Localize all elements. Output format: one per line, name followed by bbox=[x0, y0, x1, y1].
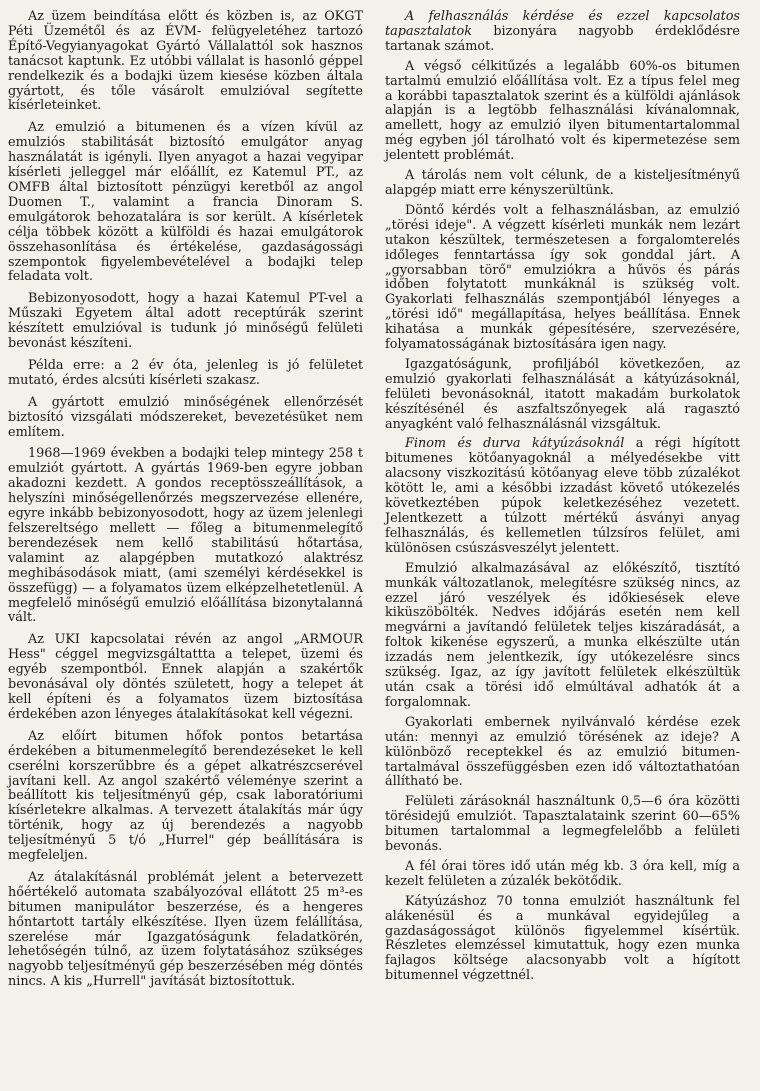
paragraph: Példa erre: a 2 év óta, jelenleg is jó felületet mutató, érdes alcsúti kísérleti szakasz. bbox=[8, 357, 363, 388]
paragraph bbox=[385, 10, 740, 55]
paragraph-text: A tárolás nem volt célunk, de a kisteljesítményű alapgép miatt erre kényszerültünk. bbox=[385, 168, 740, 198]
paragraph-text: Emulzió alkalmazásával az előkészítő, tisztító munkák változatlanok, melegítésre szükség nincs, az ezzel járó veszélyek és időkiesések eleve kiküszöbölték. Nedves időjárás esetén nem kell megvárni a javítandó felületek teljes kiszáradását, a foltok kikenése egyszerű, a munka elkészülte után izzadás nem jelentkezik, így utókezelésre sincs szükség. Igaz, az így javított felületek elkészültük után csak a törési idő elmúltával adhatók át a forgalomnak. bbox=[385, 560, 740, 710]
italic-lead: A felhasználás kérdése és ezzel kapcsolatos tapasztalatok bbox=[385, 9, 740, 39]
paragraph-text: Felületi zárásoknál használtunk 0,5—6 óra közötti törésidejű emulziót. Tapasztalataink szerint 60—65% bitumen tartalommal a legmegfelelőbb a felületi bevonás. bbox=[385, 794, 740, 855]
paragraph bbox=[385, 204, 740, 353]
paragraph bbox=[385, 358, 740, 433]
italic-lead: Finom és durva kátyúzásoknál bbox=[405, 436, 625, 452]
paragraph bbox=[385, 169, 740, 199]
paragraph: Az üzem beindítása előtt és közben is, az OKGT Péti Üzemétől és az ÉVM- felügyeletéhez tartozó Építő-Vegyianyagokat Gyártó Vállalattól sok hasznos tanácsot kaptunk. Ez utóbbi vállalat is hasonló géppel rendelkezik és a bodajki üzem kiesése közben általa gyártott, és tőle vásárolt emulzióval segítette kísérleteinket. bbox=[8, 9, 363, 114]
paragraph-text: Kátyúzáshoz 70 tonna emulziót használtunk fel alákenésül és a munkával egyidejűleg a gazdaságosságot különös figyelemmel kísértük. Részletes elemzéssel kimutattuk, hogy ezen munka fajlagos költsége alacsonyabb volt a hígított bitumennel végzettnél. bbox=[385, 893, 740, 984]
paragraph bbox=[385, 895, 740, 984]
paragraph: A gyártott emulzió minőségének ellenőrzését biztosító vizsgálati módszereket, bevezetésüket nem említem. bbox=[8, 394, 363, 440]
paragraph-text: A fél órai töres idő után még kb. 3 óra kell, míg a kezelt felületen a zúzalék bekötődik. bbox=[385, 858, 740, 889]
paragraph bbox=[385, 437, 740, 556]
paragraph: 1968—1969 években a bodajki telep mintegy 258 t emulziót gyártott. A gyártás 1969-ben egyre jobban akadozni kezdett. A gondos receptösszeállítások, a helyszíni minőségellenőrzés megszervezése ellenére, egyre inkább bebizonyosodott, hogy az üzem jelenlegi felszereltségo mellett — főleg a bitumenmelegítő berendezések nem kellő stabilitású hőtartása, valamint az alapgépben mutatkozó alaktrész meghibásodások miatt, (ami személyi kérdésekkel is összefügg) — a folyamatos üzem elképzelhetetlenül. A megfelelő minőségű emulzió előállítása bizonytalanná vált. bbox=[8, 446, 363, 626]
paragraph: Az előírt bitumen hőfok pontos betartása érdekében a bitumenmelegítő berendezéseket le kell cserélni korszerűbbre és a gépet alkatrészcserével javítani kell. Az angol szakértő véleménye szerint a beállított kis teljesítményű gép, csak laboratóriumi kísérletekre alkalmas. A tervezett átalakítás már úgy történik, hogy az új berendezés a nagyobb teljesítményű 5 t/ó „Hurrel" gép beállítására is megfeleljen. bbox=[8, 728, 363, 864]
paragraph: Az emulzió a bitumenen és a vízen kívül az emulziós stabilitását biztosító emulgátor anyag használatát is igényli. Ilyen anyagot a hazai vegyipar kísérleti jelleggel már előállít, ez Katemul PT., az OMFB által biztosított pénzügyi keretből az angol Duomen T., valamint a francia Dinoram S. emulgátorok behozatalára is sor került. A kísérletek célja többek között a külföldi és hazai emulgátorok összehasonlítása és értékelése, gazdaságossági szempontok figyelembevételével a bodajki telep feladata volt. bbox=[8, 120, 363, 285]
left-column bbox=[8, 10, 363, 1091]
paragraph bbox=[385, 60, 740, 164]
paragraph-text: Igazgatóságunk, profiljából következően, az emulzió gyakorlati felhasználását a kátyúzásoknál, felületi bevonásoknál, itatott makadám burkolatok készítésénél és aszfaltszőnyegek alá ragasztó anyagként való felhasználásnál vizsgáltuk. bbox=[385, 356, 740, 432]
paragraph bbox=[385, 795, 740, 855]
right-column bbox=[385, 10, 740, 1091]
paragraph: Az átalakításnál problémát jelent a betervezett hőértékelő automata szabályozóval ellátott 25 m³-es bitumen manipulátor beszerzése, és a hengeres hőntartott tartály elkészítése. Ilyen üzem felállítása, szerelése már Igazgatóságunk feladatkörén, lehetőségén túlnő, az üzem folytatásához szükséges nagyobb teljesítményű gép beszerzésében még döntés nincs. A kis „Hurrell" javítását biztosítottuk. bbox=[8, 869, 363, 990]
paragraph bbox=[385, 716, 740, 791]
paragraph-text: bizonyára nagyobb érdeklődésre tartanak számot. bbox=[385, 23, 740, 54]
paragraph-text: Döntő kérdés volt a felhasználásban, az emulzió „törési ideje". A végzett kísérleti munkák nem lezárt utakon készültek, természetesen a forgalomterelés időleges fenntartássa így sok gonddal járt. A „gyorsabban törő" emulziókra a hűvös és párás időben folytatott munkáknál is szükség volt. Gyakorlati felhasználás szempontjából lényeges a „törési idő" megállapítása, helyes beállítása. Ennek kihatása a munkák gépesítésére, szervezésére, folyamatosságának biztosítására igen nagy. bbox=[385, 202, 740, 353]
paragraph bbox=[385, 860, 740, 890]
paragraph: Bebizonyosodott, hogy a hazai Katemul PT-vel a Műszaki Egyetem által adott receptúrák szerint készített emulzióval is tudunk jó minőségű felületi bevonást készíteni. bbox=[8, 291, 363, 352]
paragraph bbox=[385, 562, 740, 711]
paragraph-text: Gyakorlati embernek nyilvánvaló kérdése ezek után: mennyi az emulzió törésének az ideje? A különböző receptekkel és az emulzió bitumen-tartalmával összefüggésben ezen idő változtathatóan állítható be. bbox=[385, 714, 740, 790]
paragraph: Az UKI kapcsolatai révén az angol „ARMOUR Hess" céggel megvizsgáltattta a telepet, üzemi és egyéb szempontból. Ennek alapján a szakértők bevonásával oly döntés született, hogy a telepet át kell építeni és a folyamatos üzem biztosítása érdekében azon lényeges átalakításokat kell végezni. bbox=[8, 632, 363, 722]
paragraph-text: A végső célkitűzés a legalább 60%-os bitumen tartalmú emulzió előállítása volt. Ez a típus felel meg a korábbi tapasztalatok szerint és a külföldi ajánlások alapján is a legtöbb felhasználási kívánalomnak, amellett, hogy az emulzió ilyen bitumentartalommal még egyben jól tárolható volt és kipermetezése sem jelentett problémát. bbox=[385, 58, 740, 164]
paragraph-text: a régi hígított bitumenes kötőanyagoknál a mélyedésekbe vitt alacsony viszkozitású kötőanyag eleve több zúzalékot kötött le, ami a későbbi izzadást követő utókezelés következtében púpok keletkezéséhez vezetett. Jelentkezett a túlzott mértékű ásványi anyag felhasználás, és kellemetlen túlzsíros felület, ami különösen csúszásveszélyt jelentett. bbox=[385, 436, 741, 556]
